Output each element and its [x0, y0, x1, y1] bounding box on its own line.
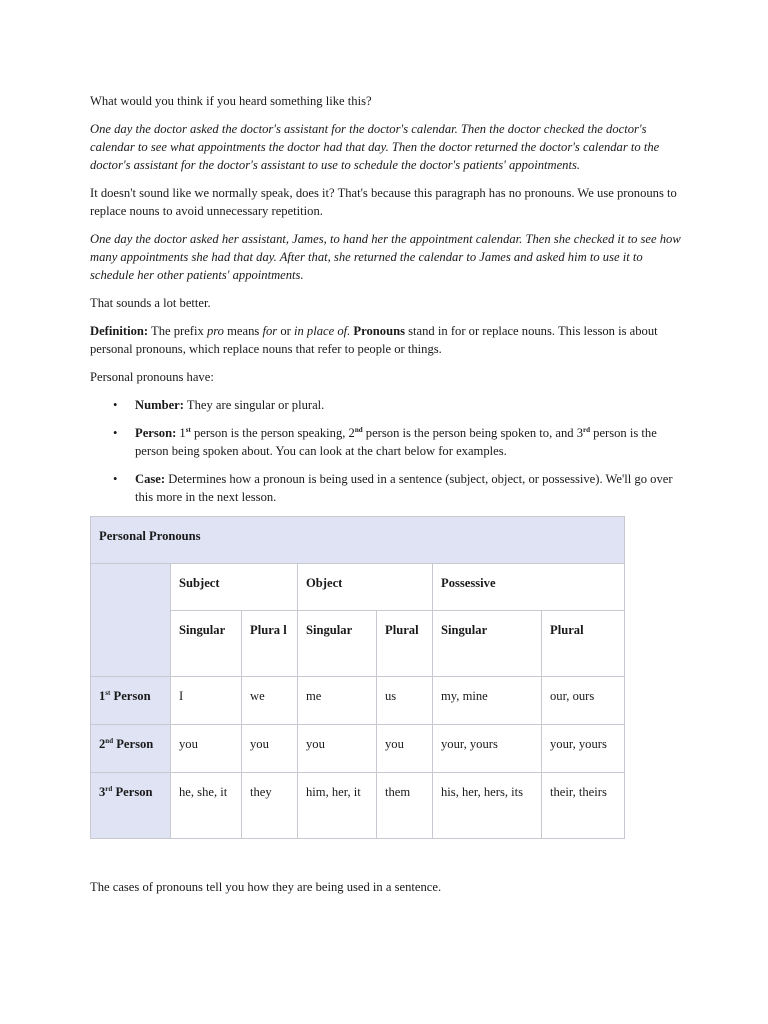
definition-for: for — [262, 324, 278, 338]
row-label-text: Person — [112, 785, 153, 799]
group-header-label: Subject — [179, 576, 220, 590]
number-header — [377, 611, 433, 677]
property-text: 1 — [176, 426, 186, 440]
row-label-first-person — [91, 677, 171, 725]
ordinal-suffix: nd — [105, 737, 114, 745]
table-cell: you — [242, 725, 298, 773]
table-cell: my, mine — [433, 677, 542, 725]
number-header — [542, 611, 625, 677]
row-label-number: 2 — [99, 737, 106, 751]
number-header-label: Singular — [306, 623, 353, 637]
table-corner-cell — [91, 564, 171, 677]
definition-pro: pro — [206, 324, 224, 338]
property-label: Case: — [135, 472, 166, 486]
table-cell: you — [171, 725, 242, 773]
table-cell: we — [242, 677, 298, 725]
group-header-possessive — [433, 564, 625, 611]
personal-have: Personal pronouns have: — [90, 370, 214, 384]
table-title: Personal Pronouns — [91, 517, 625, 564]
number-header-label: Plural — [385, 623, 419, 637]
definition-paragraph — [90, 322, 682, 358]
row-label-number: 3 — [99, 785, 106, 799]
property-label: Number: — [135, 398, 184, 412]
ordinal-suffix: nd — [354, 426, 363, 434]
table-cell: you — [377, 725, 433, 773]
document-body — [90, 92, 682, 839]
table-cell: your, yours — [433, 725, 542, 773]
ordinal-suffix: rd — [105, 785, 113, 793]
definition-text: or — [277, 324, 294, 338]
table-cell: his, her, hers, its — [433, 773, 542, 839]
group-header-label: Object — [306, 576, 343, 590]
row-label-second-person — [91, 725, 171, 773]
property-label: Person: — [135, 426, 177, 440]
definition-pronouns: Pronouns — [350, 324, 405, 338]
example-no-pronouns: One day the doctor asked the doctor's assistant for the doctor's calendar. Then the doctor checked the doctor's calendar to see what appointments the doctor had that day. Then the doctor returned the doctor's calendar to the doctor's assistant for the doctor's assistant to use to schedule the doctor's patients' appointments. — [90, 122, 660, 172]
table-cell: our, ours — [542, 677, 625, 725]
definition-label: Definition: — [90, 324, 149, 338]
table-cell: I — [171, 677, 242, 725]
number-header — [171, 611, 242, 677]
table-cell: their, theirs — [542, 773, 625, 839]
number-header — [298, 611, 377, 677]
personal-pronouns-table — [90, 516, 625, 839]
table-cell: us — [377, 677, 433, 725]
property-text: person is the person being spoken to, and 3 — [362, 426, 583, 440]
ordinal-suffix: st — [105, 689, 111, 697]
definition-text: stand in for or replace nouns. This lesson is about personal pronouns, which replace nouns that refer to people or things. — [90, 324, 658, 356]
table-cell: you — [298, 725, 377, 773]
row-label-number: 1 — [99, 689, 106, 703]
properties-list — [90, 396, 682, 506]
table-row — [91, 725, 625, 773]
explanation-paragraph: It doesn't sound like we normally speak, does it? That's because this paragraph has no pronouns. We use pronouns to replace nouns to avoid unnecessary repetition. — [90, 186, 677, 218]
table-cell: he, she, it — [171, 773, 242, 839]
list-item-case — [135, 470, 682, 506]
list-item-number — [135, 396, 682, 414]
definition-in-place-of: in place of. — [293, 324, 351, 338]
number-header-label: Singular — [179, 623, 226, 637]
definition-text: means — [223, 324, 263, 338]
property-text: They are singular or plural. — [183, 398, 325, 412]
ordinal-suffix: rd — [583, 426, 590, 434]
closing-sentence: The cases of pronouns tell you how they are being used in a sentence. — [90, 880, 442, 894]
table-cell: him, her, it — [298, 773, 377, 839]
table-cell: they — [242, 773, 298, 839]
number-header-label: Singular — [441, 623, 488, 637]
table-cell: them — [377, 773, 433, 839]
number-header-label: Plura l — [250, 623, 287, 637]
table-cell: me — [298, 677, 377, 725]
group-header-label: Possessive — [441, 576, 496, 590]
example-with-pronouns: One day the doctor asked her assistant, James, to hand her the appointment calendar. Then she checked it to see how many appointments she had that day. After that, she returned the calendar to James and asked him to use it to schedule her other patients' appointments. — [90, 232, 681, 282]
number-header-label: Plural — [550, 623, 584, 637]
intro-question: What would you think if you heard something like this? — [90, 94, 372, 108]
group-header-object — [298, 564, 433, 611]
list-item-person — [135, 424, 682, 460]
row-label-text: Person — [110, 689, 151, 703]
definition-text: The prefix — [148, 324, 207, 338]
ordinal-suffix: st — [185, 426, 191, 434]
property-text: Determines how a pronoun is being used in a sentence (subject, object, or possessive). We'll go over this more in the next lesson. — [135, 472, 673, 504]
number-header — [242, 611, 298, 677]
table-cell: your, yours — [542, 725, 625, 773]
property-text: person is the person speaking, 2 — [190, 426, 355, 440]
better-sentence: That sounds a lot better. — [90, 296, 211, 310]
table-row — [91, 773, 625, 839]
row-label-text: Person — [113, 737, 154, 751]
property-text: person is the person being spoken about. You can look at the chart below for examples. — [135, 426, 657, 458]
group-header-subject — [171, 564, 298, 611]
number-header — [433, 611, 542, 677]
row-label-third-person — [91, 773, 171, 839]
table-row — [91, 677, 625, 725]
